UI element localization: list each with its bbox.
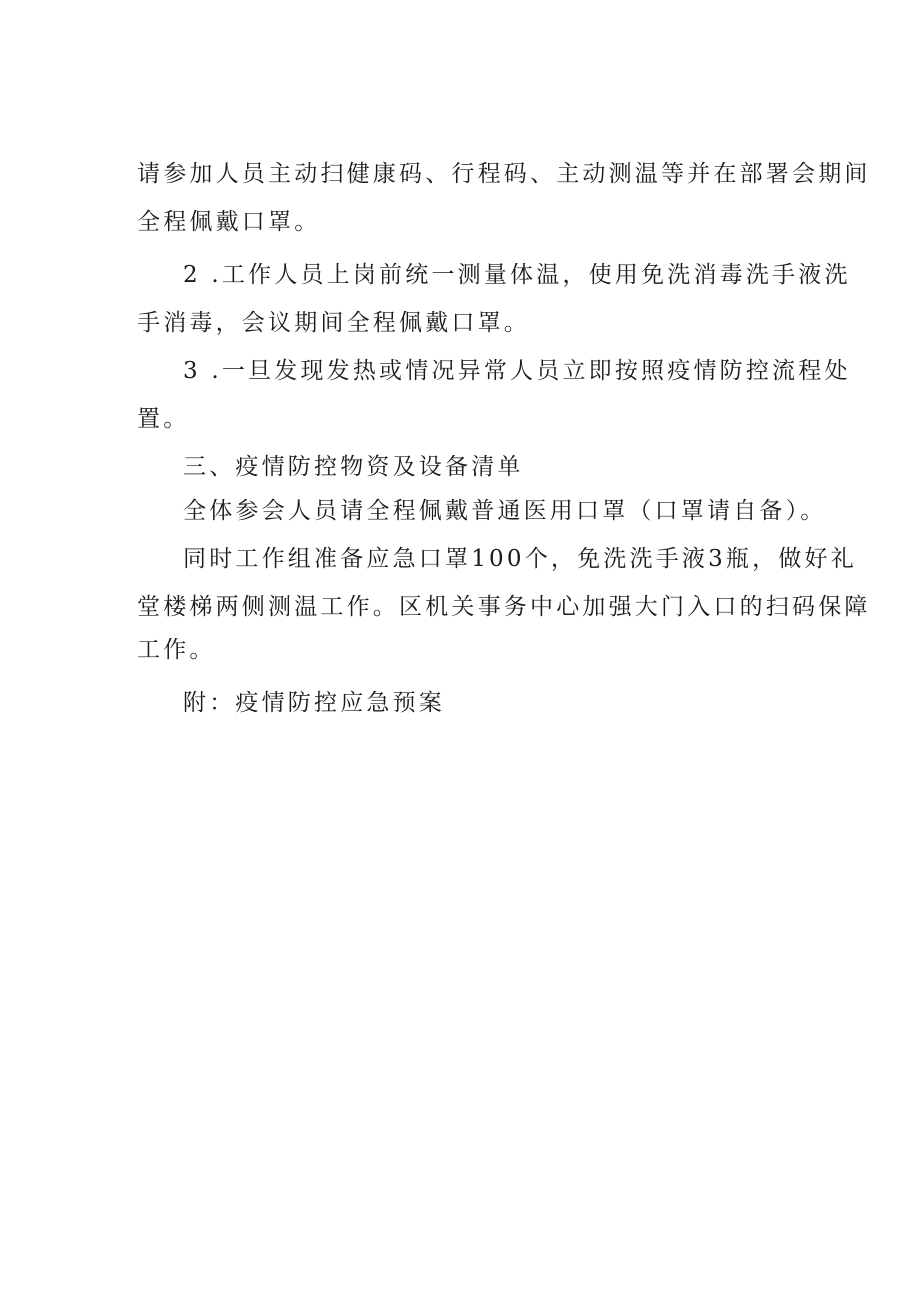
paragraph-line: 2 .工作人员上岗前统一测量体温，使用免洗消毒洗手液洗 <box>183 262 851 288</box>
paragraph-line: 置。 <box>137 406 190 432</box>
paragraph-line: 全体参会人员请全程佩戴普通医用口罩（口罩请自备）。 <box>183 498 827 524</box>
paragraph-line: 同时工作组准备应急口罩100个，免洗洗手液3瓶，做好礼 <box>183 546 857 572</box>
paragraph-line: 工作。 <box>137 637 216 663</box>
paragraph-line: 手消毒，会议期间全程佩戴口罩。 <box>137 310 530 336</box>
paragraph-line: 3 .一旦发现发热或情况异常人员立即按照疫情防控流程处 <box>183 358 851 384</box>
attachment-note: 附：疫情防控应急预案 <box>183 690 445 716</box>
section-heading: 三、疫情防控物资及设备清单 <box>183 454 524 480</box>
paragraph-line: 请参加人员主动扫健康码、行程码、主动测温等并在部署会期间 <box>137 161 871 187</box>
paragraph-line: 全程佩戴口罩。 <box>137 209 321 235</box>
paragraph-line: 堂楼梯两侧测温工作。区机关事务中心加强大门入口的扫码保障 <box>137 594 871 620</box>
